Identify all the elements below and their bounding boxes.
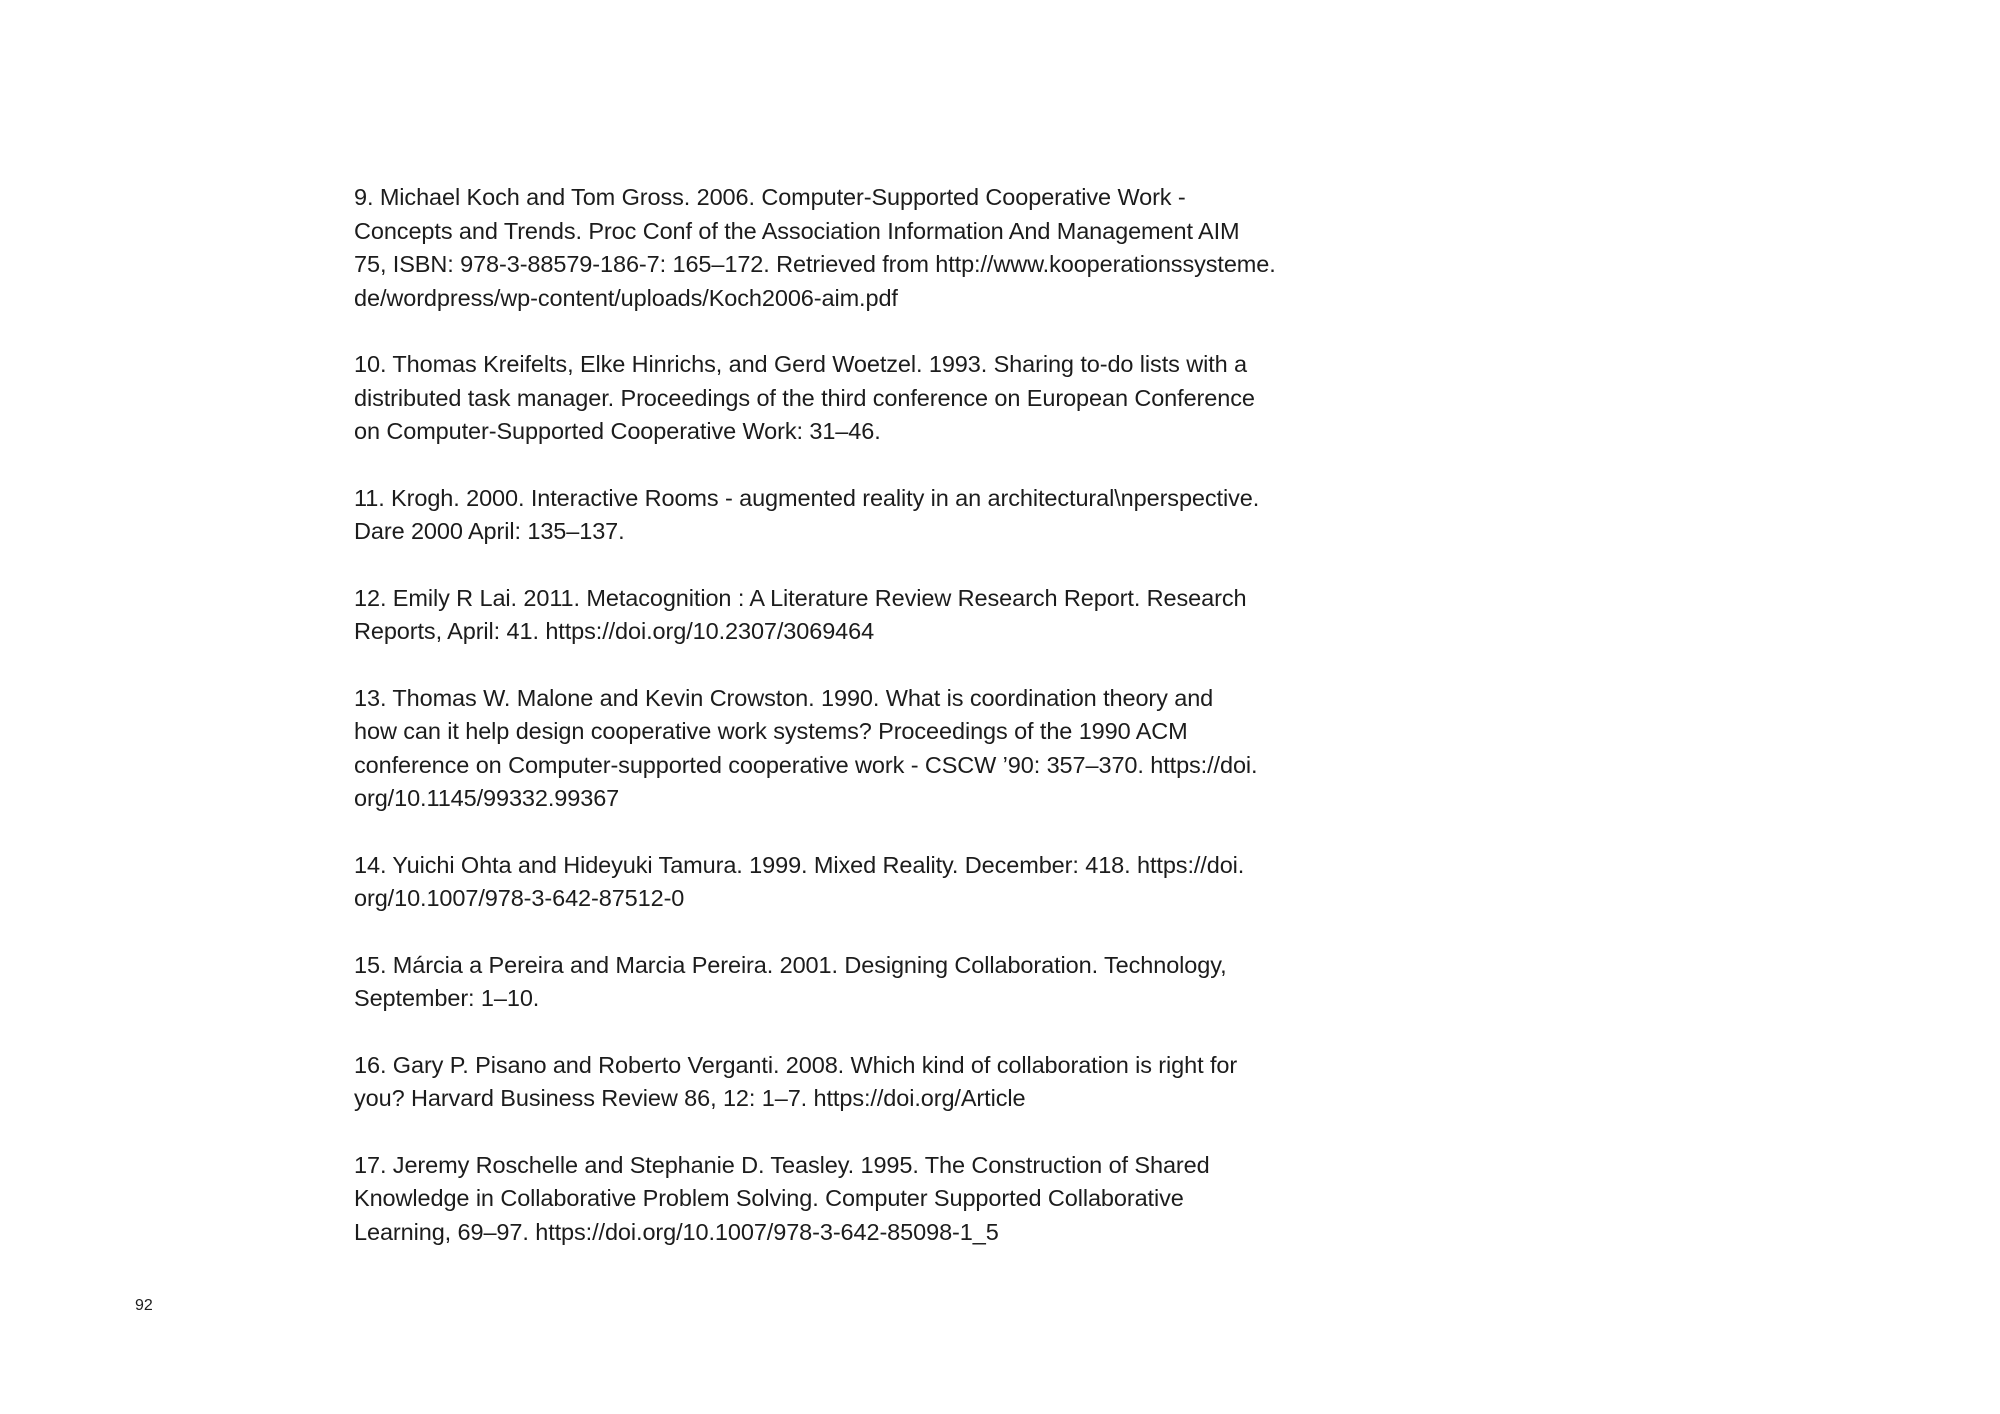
reference-item-16: [354, 1049, 1314, 1116]
reference-item-10: [354, 348, 1314, 449]
reference-line: 11. Krogh. 2000. Interactive Rooms - augmented reality in an architectural\nperspective.: [354, 484, 1260, 511]
reference-item-11: [354, 482, 1314, 549]
reference-line: conference on Computer-supported cooperative work - CSCW ’90: 357–370. https://doi.: [354, 751, 1258, 778]
reference-line: you? Harvard Business Review 86, 12: 1–7. https://doi.org/Article: [354, 1085, 1026, 1111]
reference-line: 17. Jeremy Roschelle and Stephanie D. Teasley. 1995. The Construction of Shared: [354, 1151, 1210, 1178]
reference-item-17: [354, 1149, 1314, 1250]
reference-line: de/wordpress/wp-content/uploads/Koch2006-aim.pdf: [354, 284, 898, 311]
reference-line: Knowledge in Collaborative Problem Solving. Computer Supported Collaborative: [354, 1185, 1184, 1211]
reference-line: 14. Yuichi Ohta and Hideyuki Tamura. 1999. Mixed Reality. December: 418. https://doi.: [354, 851, 1245, 878]
reference-line: Reports, April: 41. https://doi.org/10.2307/3069464: [354, 618, 875, 644]
reference-line: org/10.1007/978-3-642-87512-0: [354, 885, 685, 911]
reference-line: on Computer-Supported Cooperative Work: 31–46.: [354, 418, 881, 444]
reference-list: [354, 181, 1314, 1282]
reference-line: 75, ISBN: 978-3-88579-186-7: 165–172. Retrieved from http://www.kooperationssysteme.: [354, 251, 1276, 277]
reference-line: 12. Emily R Lai. 2011. Metacognition : A Literature Review Research Report. Research: [354, 584, 1247, 611]
reference-line: Dare 2000 April: 135–137.: [354, 518, 625, 544]
reference-item-9: [354, 181, 1314, 315]
reference-line: 13. Thomas W. Malone and Kevin Crowston. 1990. What is coordination theory and: [354, 684, 1214, 711]
reference-line: how can it help design cooperative work systems? Proceedings of the 1990 ACM: [354, 718, 1188, 744]
reference-line: Learning, 69–97. https://doi.org/10.1007/978-3-642-85098-1_5: [354, 1218, 999, 1245]
reference-item-12: [354, 582, 1314, 649]
reference-line: 15. Márcia a Pereira and Marcia Pereira. 2001. Designing Collaboration. Technology,: [354, 951, 1227, 978]
reference-line: Concepts and Trends. Proc Conf of the Association Information And Management AIM: [354, 217, 1240, 244]
reference-item-14: [354, 849, 1314, 916]
reference-line: 9. Michael Koch and Tom Gross. 2006. Computer-Supported Cooperative Work -: [354, 184, 1186, 210]
reference-line: September: 1–10.: [354, 985, 540, 1011]
reference-line: distributed task manager. Proceedings of the third conference on European Conference: [354, 384, 1255, 411]
reference-line: 16. Gary P. Pisano and Roberto Verganti. 2008. Which kind of collaboration is right for: [354, 1051, 1238, 1078]
page-number: 92: [135, 1297, 153, 1314]
reference-line: 10. Thomas Kreifelts, Elke Hinrichs, and Gerd Woetzel. 1993. Sharing to-do lists with a: [354, 351, 1247, 377]
reference-item-15: [354, 949, 1314, 1016]
reference-item-13: [354, 682, 1314, 816]
reference-line: org/10.1145/99332.99367: [354, 785, 620, 811]
